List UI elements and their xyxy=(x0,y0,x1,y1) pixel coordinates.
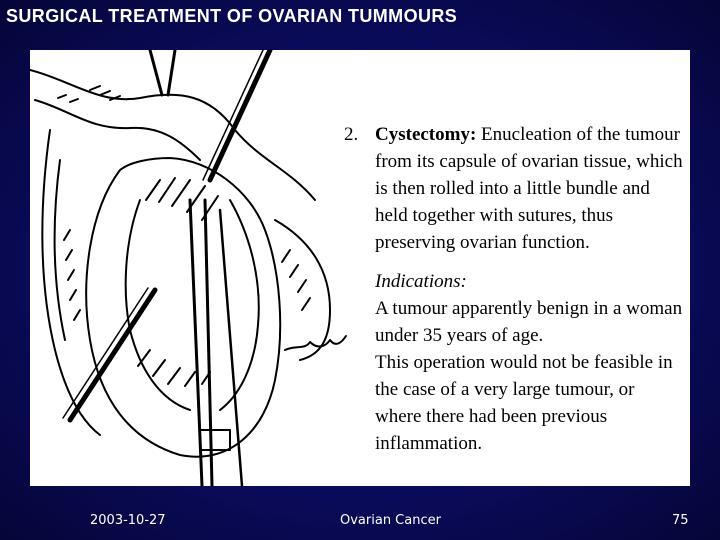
page-number: 75 xyxy=(672,513,689,528)
footer-title: Ovarian Cancer xyxy=(340,513,441,528)
footer-date: 2003-10-27 xyxy=(90,513,166,528)
item-number: 2. xyxy=(344,124,359,145)
description-text xyxy=(344,122,684,458)
indications-line: This operation would not be feasible in the case of a very large tumour, or where there had been previous inflammation. xyxy=(375,351,673,454)
item-heading: Cystectomy: xyxy=(375,124,477,145)
item-text: Enucleation of the tumour from its capsule of ovarian tissue, which is then rolled into a little bundle and held together with sutures, thus preserving ovarian function. xyxy=(375,124,683,253)
surgical-illustration xyxy=(30,50,360,486)
content-panel xyxy=(30,50,690,486)
indications-section xyxy=(344,269,684,458)
procedure-item xyxy=(344,122,684,257)
indications-line: A tumour apparently benign in a woman under 35 years of age. xyxy=(375,297,683,346)
indications-label: Indications: xyxy=(375,270,467,292)
slide-title: SURGICAL TREATMENT OF OVARIAN TUMMOURS xyxy=(6,6,458,26)
